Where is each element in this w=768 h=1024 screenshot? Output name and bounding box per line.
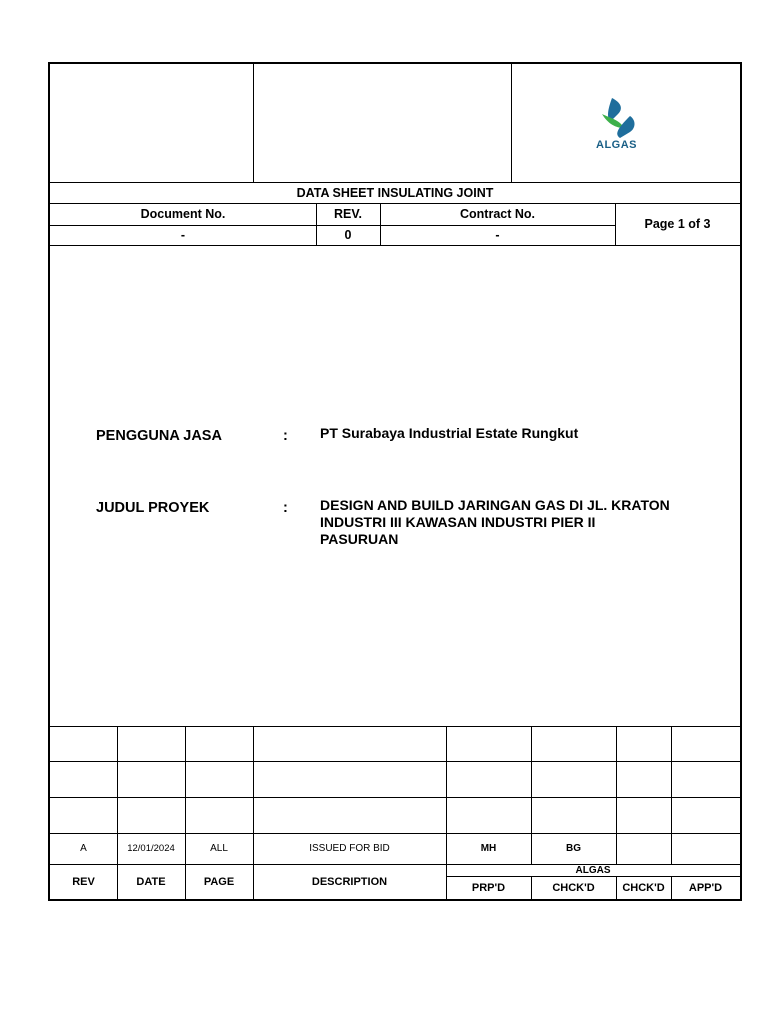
judul-proyek-line-1: DESIGN AND BUILD JARINGAN GAS DI JL. KRATON [320, 497, 670, 513]
rev-label: REV. [333, 207, 363, 221]
rev-table-line-1 [50, 761, 740, 762]
rev-header-page: PAGE [203, 875, 235, 888]
rev-row-chckd2 [616, 833, 671, 864]
rev-header-prpd: PRP'D [471, 881, 506, 894]
pengguna-jasa-colon: : [283, 428, 288, 444]
logo-text: ALGAS [596, 139, 637, 151]
rev-header-description: DESCRIPTION [311, 875, 388, 888]
rev-row-prpd: MH [480, 843, 497, 854]
document-sheet [48, 62, 742, 901]
page-indicator: Page 1 of 3 [644, 217, 711, 231]
rev-header-date: DATE [136, 875, 166, 888]
judul-proyek-line-3: PASURUAN [320, 531, 399, 547]
pengguna-jasa-label: PENGGUNA JASA [96, 428, 222, 444]
rev-row-appd [671, 833, 740, 864]
rev-row-description: ISSUED FOR BID [309, 843, 390, 854]
rev-header-appd: APP'D [688, 881, 723, 894]
rev-table-line-2 [50, 797, 740, 798]
rev-header-chckd-2: CHCK'D [622, 881, 665, 894]
rev-row-page: ALL [210, 843, 228, 854]
contract-no-label: Contract No. [460, 207, 535, 221]
rev-row-chckd: BG [566, 843, 581, 854]
document-title: DATA SHEET INSULATING JOINT [296, 185, 494, 200]
rev-header-rev: REV [72, 875, 95, 888]
document-no-label: Document No. [140, 207, 226, 221]
header-divider-1 [253, 64, 254, 182]
judul-proyek-line-2: INDUSTRI III KAWASAN INDUSTRI PIER II [320, 514, 596, 530]
judul-proyek-label: JUDUL PROYEK [96, 500, 210, 516]
pengguna-jasa-value: PT Surabaya Industrial Estate Rungkut [320, 425, 579, 441]
company-logo [590, 94, 650, 154]
rev-row-date: 12/01/2024 [127, 843, 175, 854]
document-no-value: - [180, 228, 186, 242]
rev-header-algas-group: ALGAS [575, 864, 611, 876]
rev-header-chckd: CHCK'D [552, 881, 595, 894]
rev-row-rev: A [80, 843, 87, 854]
header-divider-2 [511, 64, 512, 182]
contract-no-value: - [495, 228, 500, 242]
rev-value: 0 [344, 228, 352, 242]
info-bottom-line [50, 245, 740, 246]
judul-proyek-colon: : [283, 500, 288, 516]
rev-table-top-line [50, 726, 740, 727]
